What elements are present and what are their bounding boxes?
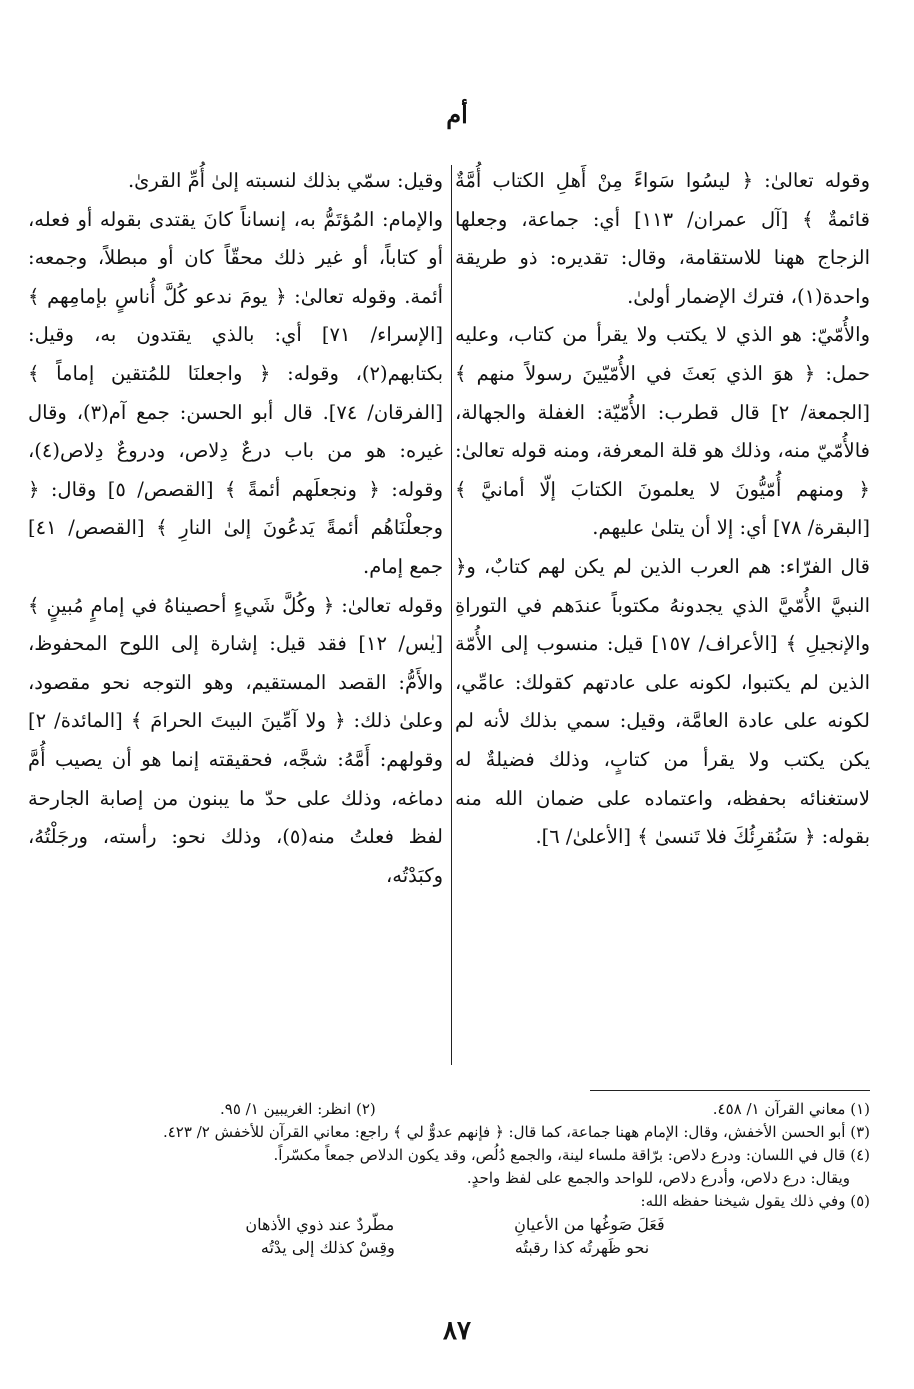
verse-line xyxy=(40,1236,870,1259)
paragraph: وقوله تعالىٰ: ﴿ ليسُوا سَواءً مِنْ أَهلِ الكتاب أُمَّةٌ قائمةٌ ﴾ [آل عمران/ ١١٣] أي: جماعة، وجعلها الزجاج ههنا للاستقامة، وقال: تقديره: ذو طريقة واحدة(١)، فترك الإضمار أولىٰ. xyxy=(455,169,870,308)
paragraph: وقوله تعالىٰ: ﴿ وكُلَّ شَيءٍ أحصيناهُ في إمامٍ مُبينٍ ﴾ [يٰس/ ١٢] فقد قيل: إشارة إلى اللوح المحفوظ، والأَمُّ: القصد المستقيم، وهو التوجه نحو مقصود، وعلىٰ ذلك: ﴿ ولا آمِّينَ البيتَ الحرامَ ﴾ [المائدة/ ٢] وقولهم: أَمَّهُ: شجَّه، فحقيقته إنما هو أن يصيب أُمَّ دماغه، وذلك على حدّ ما يبنون من إصابة الجارحة لفظ فعلتُ منه(٥)، وذلك نحو: رأسته، ورجَلْتُهُ، وكبَدْتُه، xyxy=(28,593,444,887)
footnote-5: (٥) وفي ذلك يقول شيخنا حفظه الله: xyxy=(640,1192,870,1210)
paragraph: قال الفرّاء: هم العرب الذين لم يكن لهم كتابٌ، و﴿ النبيَّ الأُمّيَّ الذي يجدونهُ مكتوباً عندَهم في التوراةِ والإنجيلِ ﴾ [الأعراف/ ١٥٧] قيل: منسوب إلى الأُمّة الذين لم يكتبوا، لكونه على عادتهم كقولك: عامِّي، لكونه على عادة العامَّة، وقيل: سمي بذلك لأنه لم يكن يكتب ولا يقرأ من كتابٍ، وذلك فضيلةٌ له لاستغنائه بحفظه، واعتماده على ضمان الله منه بقوله: ﴿ سَنُقرِئُكَ فلا تَنسىٰ ﴾ [الأعلىٰ/ ٦]. xyxy=(455,554,870,849)
footnote-4: (٤) قال في اللسان: ودرع دلاص: برّاقة ملساء لينة، والجمع دُلُص، وقد يكون الدلاص جمعاً مكسّراً. xyxy=(273,1146,870,1164)
left-text-column xyxy=(28,162,443,895)
paragraph: والأُمّيّ: هو الذي لا يكتب ولا يقرأ من كتاب، وعليه حمل: ﴿ هوَ الذي بَعثَ في الأُمّيّينَ رسولاً منهم ﴾ [الجمعة/ ٢] قال قطرب: الأُمّيّة: الغفلة والجهالة، فالأُمّيّ منه، وذلك هو قلة المعرفة، ومنه قوله تعالىٰ: ﴿ ومنهم أُمّيُّونَ لا يعلمونَ الكتابَ إلّا أمانيَّ ﴾ [البقرة/ ٧٨] أي: إلا أن يتلىٰ عليهم. xyxy=(455,323,870,540)
footnotes xyxy=(40,1098,870,1259)
column-divider xyxy=(451,165,452,1065)
page-number: ٨٧ xyxy=(443,1316,471,1346)
verse-hemistich: نحو ظَهرتُه كذا رقبتُه xyxy=(514,1238,650,1257)
footnote-2: (٢) انظر: الغريبين ١/ ٩٥. xyxy=(220,1100,376,1118)
verse-line xyxy=(40,1213,870,1236)
footnote-4-continued: ويقال: درع دلاص، وأدرع دلاص، للواحد والجمع على لفظ واحدٍ. xyxy=(466,1169,850,1187)
footnote-3: (٣) أبو الحسن الأخفش، وقال: الإمام ههنا جماعة، كما قال: ﴿ فإنهم عدوٌّ لي ﴾ راجع: معاني القرآن للأخفش ٢/ ٤٢٣. xyxy=(162,1123,870,1141)
right-text-column xyxy=(455,162,870,857)
verse-hemistich: فَعَلَ صَوغُها من الأعيانِ xyxy=(514,1215,665,1234)
footnote-row xyxy=(40,1098,870,1121)
footnote-separator xyxy=(590,1090,870,1091)
verse-hemistich: مطّردٌ عند ذوي الأذهان xyxy=(245,1215,395,1234)
verse-hemistich: وقِسْ كذلك إلى يدْتُه xyxy=(260,1238,395,1257)
footnote-1: (١) معاني القرآن ١/ ٤٥٨. xyxy=(712,1100,870,1118)
paragraph: والإمام: المُؤتَمُّ به، إنساناً كانَ يقتدى بقوله أو فعله، أو كتاباً، أو غير ذلك محقّاً كان أو مبطلاً، وجمعه: أئمة. وقوله تعالىٰ: ﴿ يومَ ندعو كُلَّ أُناسٍ بإمامِهم ﴾ [الإسراء/ ٧١] أي: بالذي يقتدون به، وقيل: بكتابهم(٢)، وقوله: ﴿ واجعلنَا للمُتقين إماماً ﴾ [الفرقان/ ٧٤]. قال أبو الحسن: جمع آم(٣)، وقال غيره: هو من باب درعٌ دِلاص، ودروعٌ دِلاص(٤)، وقوله: ﴿ ونجعلَهم أئمةً ﴾ [القصص/ ٥] وقال: ﴿ وجعلْنَاهُم أئمةً يَدعُونَ إلىٰ النارِ ﴾ [القصص/ ٤١] جمع إمام. xyxy=(28,207,443,578)
paragraph: وقيل: سمّي بذلك لنسبته إلىٰ أُمِّ القرىٰ. xyxy=(127,169,443,192)
page-header-title: أم xyxy=(446,100,468,129)
